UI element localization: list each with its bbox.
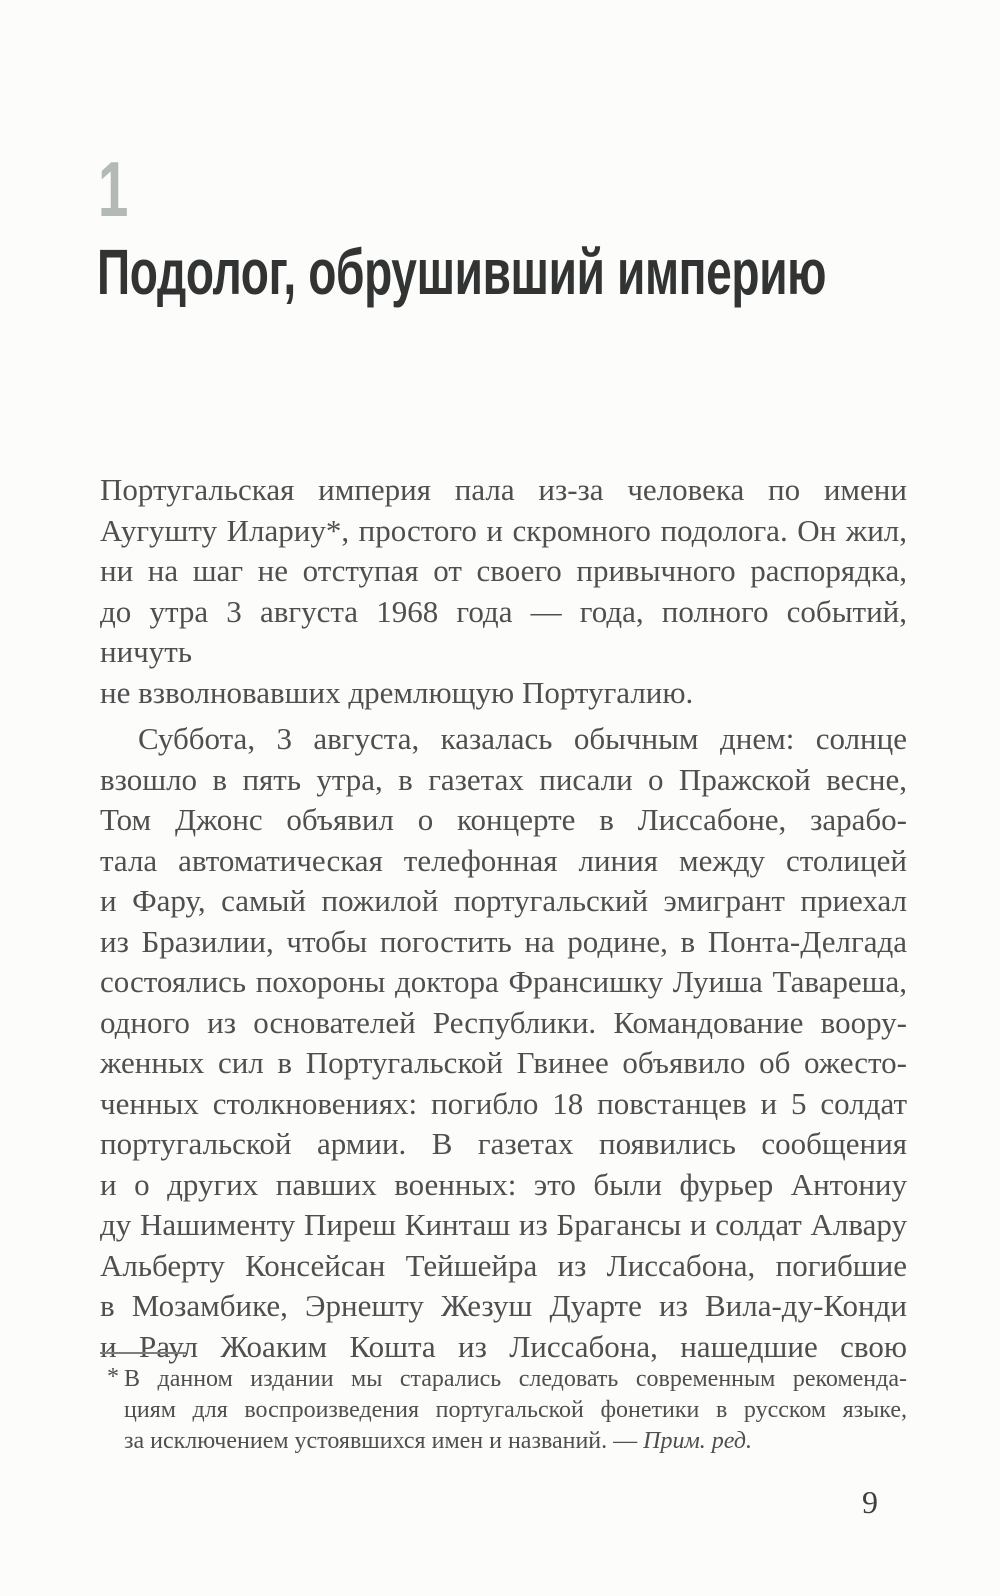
body-line: до утра 3 августа 1968 года — года, полного событий, ничуть [100,593,907,669]
footnote-line [124,1426,907,1457]
footnote-segment: за исключением устоявшихся имен и названий. — [124,1428,644,1454]
body-text [100,470,907,1367]
body-line: ни на шаг не отступая от своего привычного распорядка, [100,553,907,588]
body-line: женных сил в Португальской Гвинее объявило об ожесто- [100,1045,907,1080]
footnote-marker: * [107,1364,119,1390]
footnote-text [100,1364,907,1457]
body-line: состоялись похороны доктора Франсишку Луиша Тавареша, [100,964,907,999]
body-line: одного из основателей Республики. Командование воору- [100,1004,907,1040]
body-line: тала автоматическая телефонная линия между столицей [100,842,907,878]
body-line: ду Нашименту Пиреш Кинташ из Брагансы и солдат Алвару [100,1207,907,1242]
body-line: Португальская империя пала из-за человека по имени [100,472,907,507]
body-line: и о других павших военных: это были фурьер Антониу [100,1166,907,1202]
paragraph [100,719,907,1367]
footnote [100,1352,907,1457]
footnote-line [124,1395,907,1426]
body-line: Альберту Консейсан Тейшейра из Лиссабона, погибшие [100,1247,907,1283]
footnote-rule [100,1352,186,1354]
body-line: и Раул Жоаким Кошта из Лиссабона, нашедшие свою [100,1328,907,1364]
body-line: ченных столкновениях: погибло 18 повстанцев и 5 солдат [100,1085,907,1121]
chapter-number: 1 [98,145,128,233]
footnote-segment: циям для воспроизведения португальской фонетики в русском языке, [124,1397,907,1423]
page-number: 9 [862,1484,878,1520]
footnote-editorial-note: Прим. ред. [643,1428,752,1454]
body-line: португальской армии. В газетах появились сообщения [100,1126,907,1161]
body-line: и Фару, самый пожилой португальский эмигрант приехал [100,883,907,918]
body-line: в Мозамбике, Эрнешту Жезуш Дуарте из Вила-ду-Конди [100,1288,907,1323]
body-line: Том Джонс объявил о концерте в Лиссабоне, зарабо- [100,802,907,837]
body-line: из Бразилии, чтобы погостить на родине, в Понта-Делгада [100,923,907,959]
body-line: взошло в пять утра, в газетах писали о Пражской весне, [100,761,907,797]
paragraph [100,470,907,713]
chapter-title: Подолог, обрушивший империю [97,236,827,308]
body-line: не взволновавших дремлющую Португалию. [100,674,694,710]
body-line: Суббота, 3 августа, казалась обычным днем: солнце [138,721,907,756]
body-line: Аугушту Илариу*, простого и скромного подолога. Он жил, [100,512,907,548]
footnote-segment: В данном издании мы старались следовать современным рекоменда- [124,1366,907,1392]
footnote-line [124,1364,907,1395]
